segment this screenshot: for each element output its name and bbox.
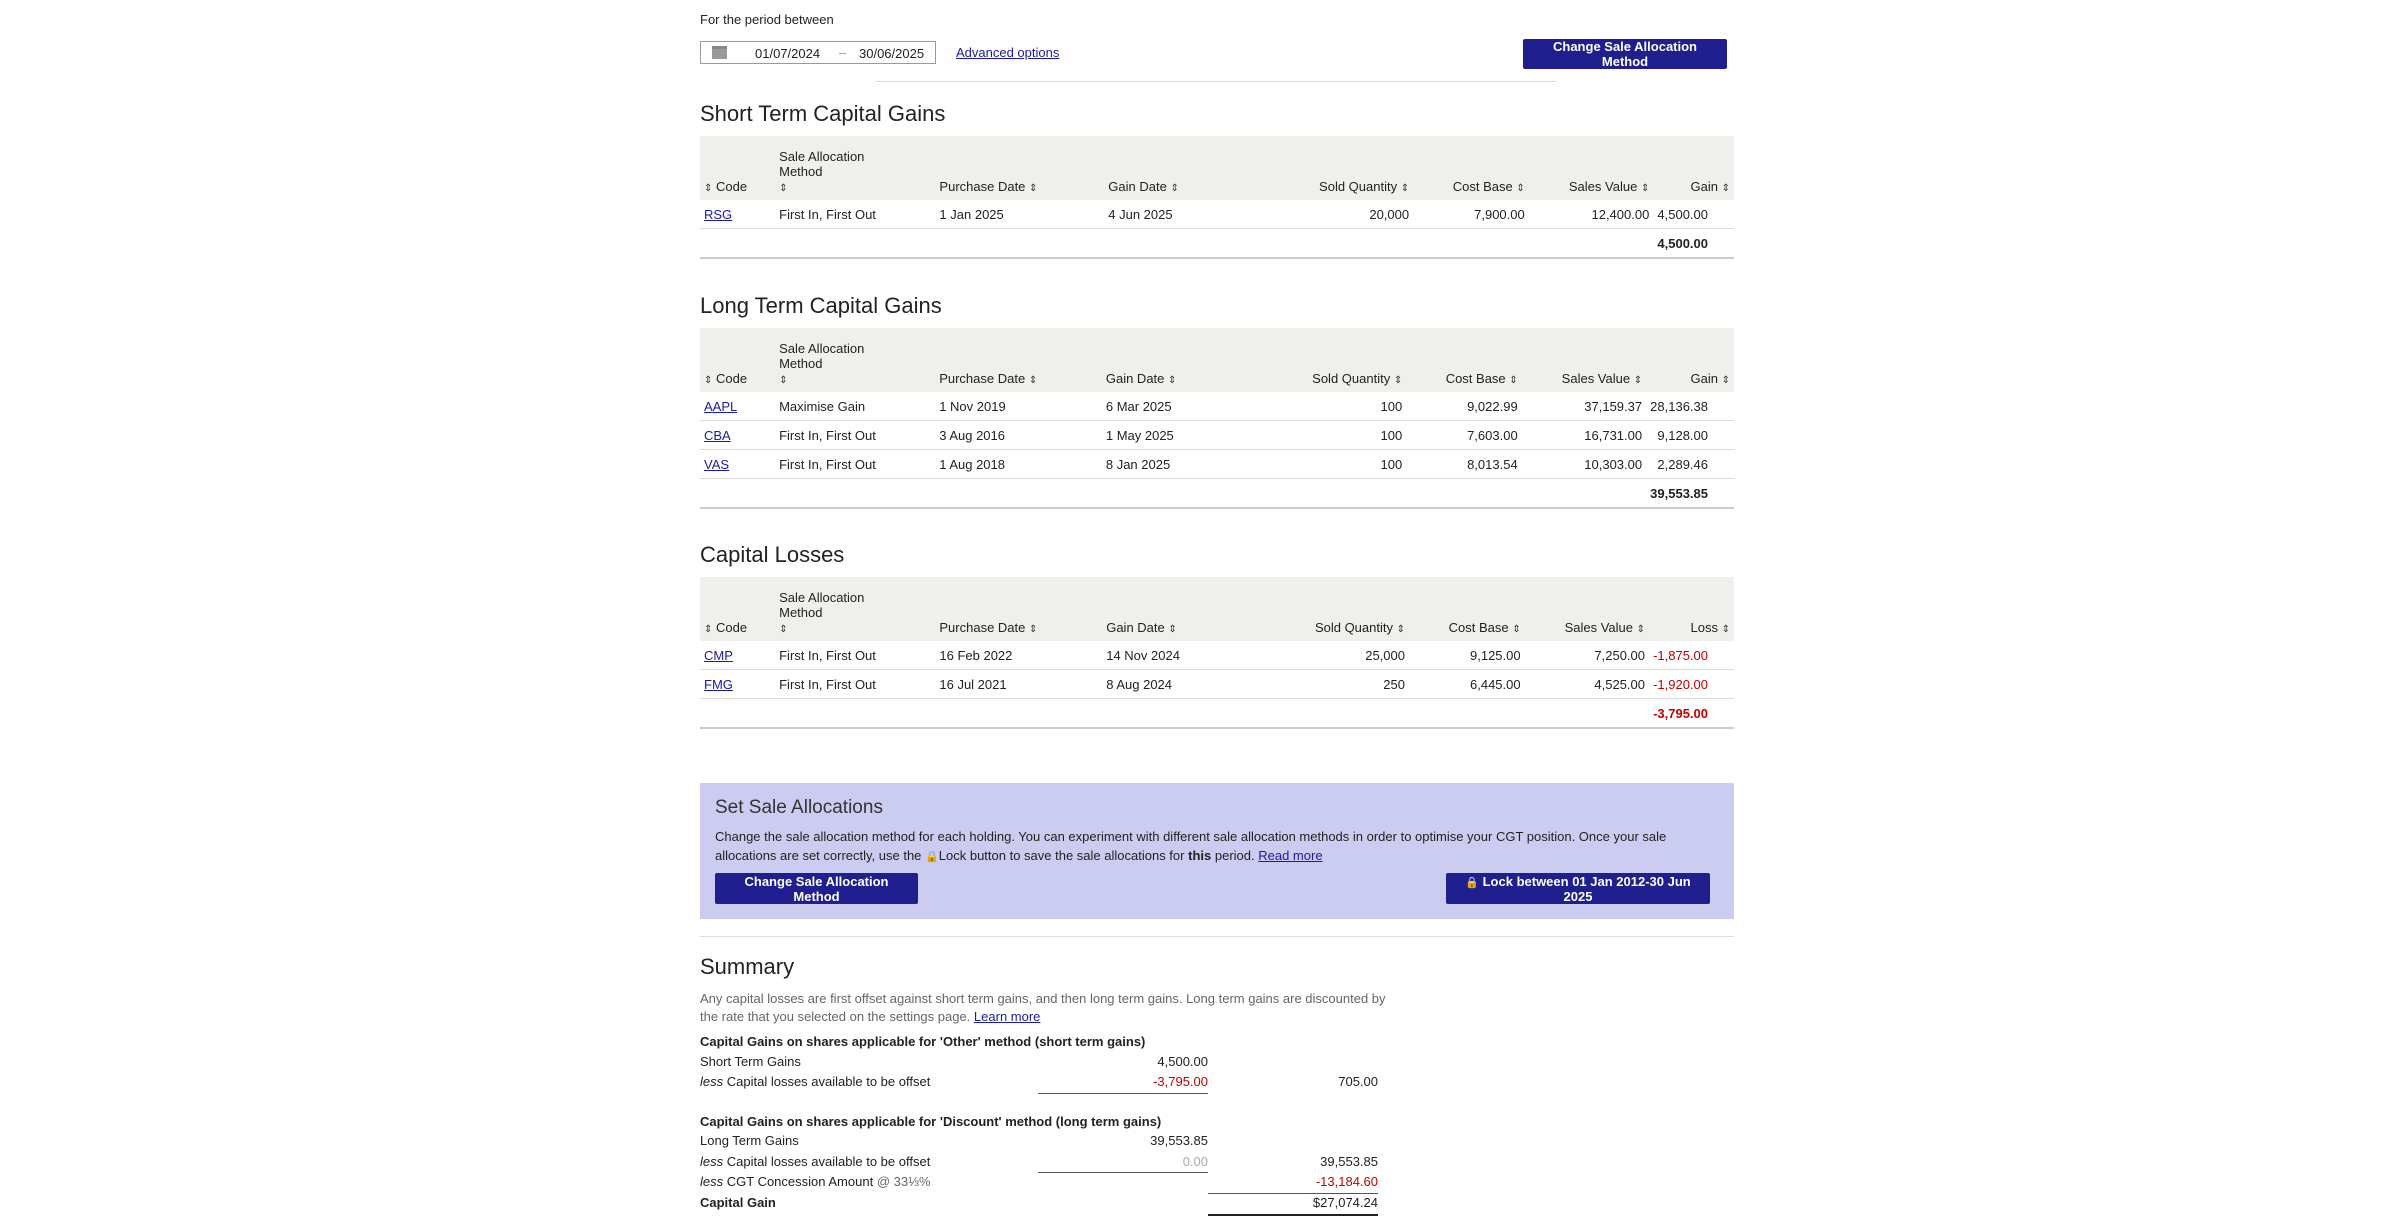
col-cost-base[interactable]: Cost Base ⇕ bbox=[1452, 179, 1525, 194]
sold-quantity-cell: 20,000 bbox=[1285, 200, 1413, 229]
sort-icon: ⇕ bbox=[704, 375, 713, 386]
underline bbox=[1208, 1193, 1378, 1194]
set-sale-allocations-panel bbox=[700, 783, 1734, 919]
method-cell: First In, First Out bbox=[775, 670, 910, 699]
sales-value-cell: 16,731.00 bbox=[1522, 421, 1646, 450]
period-label: For the period between bbox=[700, 12, 834, 27]
sort-icon: ⇕ bbox=[1633, 375, 1643, 386]
purchase-date-cell: 16 Jul 2021 bbox=[910, 670, 1086, 699]
col-purchase-date[interactable]: Purchase Date ⇕ bbox=[939, 620, 1038, 635]
capital-losses-title: Capital Losses bbox=[700, 542, 845, 567]
advanced-options-link[interactable]: Advanced options bbox=[956, 45, 1060, 60]
col-purchase-date[interactable]: Purchase Date ⇕ bbox=[939, 179, 1038, 194]
table-row bbox=[700, 641, 1734, 670]
divider bbox=[700, 936, 1734, 937]
gain-cell: 28,136.38 bbox=[1646, 392, 1734, 421]
summary-row bbox=[700, 1195, 1380, 1214]
purchase-date-cell: 16 Feb 2022 bbox=[910, 641, 1086, 670]
date-to[interactable]: 30/06/2025 bbox=[859, 46, 925, 61]
short-term-gains-value: 4,500.00 bbox=[1157, 1054, 1208, 1069]
date-separator: – bbox=[839, 45, 847, 60]
calendar-icon bbox=[712, 46, 727, 59]
sales-value-cell: 37,159.37 bbox=[1522, 392, 1646, 421]
sort-icon: ⇕ bbox=[779, 183, 788, 194]
purchase-date-cell: 1 Aug 2018 bbox=[910, 450, 1086, 479]
col-method[interactable]: Sale Allocation Method ⇕ bbox=[779, 341, 865, 386]
cost-base-cell: 7,603.00 bbox=[1406, 421, 1521, 450]
other-method-heading: Capital Gains on shares applicable for 'Other' method (short term gains) bbox=[700, 1034, 1146, 1049]
other-losses-value: -3,795.00 bbox=[1153, 1074, 1208, 1089]
sold-quantity-cell: 250 bbox=[1279, 670, 1409, 699]
cost-base-cell: 7,900.00 bbox=[1413, 200, 1529, 229]
col-sold-quantity[interactable]: Sold Quantity ⇕ bbox=[1319, 179, 1410, 194]
cost-base-cell: 9,125.00 bbox=[1409, 641, 1525, 670]
table-row bbox=[700, 450, 1734, 479]
learn-more-link[interactable]: Learn more bbox=[973, 1009, 1041, 1024]
long-term-gains-value: 39,553.85 bbox=[1150, 1133, 1208, 1148]
sort-icon: ⇕ bbox=[1721, 375, 1730, 386]
double-underline bbox=[1208, 1214, 1378, 1216]
col-sales-value[interactable]: Sales Value ⇕ bbox=[1568, 179, 1650, 194]
sales-value-cell: 4,525.00 bbox=[1525, 670, 1649, 699]
losses-offset-label: Capital losses available to be offset bbox=[726, 1154, 931, 1169]
code-link[interactable]: CMP bbox=[704, 647, 733, 663]
col-code[interactable]: ⇕ Code bbox=[704, 371, 748, 386]
method-cell: Maximise Gain bbox=[775, 392, 910, 421]
col-sold-quantity[interactable]: Sold Quantity ⇕ bbox=[1314, 620, 1405, 635]
summary-description: Any capital losses are first offset against short term gains, and then long term gains. Long term gains are discounted by the rate that you selected on the settings page. Learn more bbox=[700, 991, 1386, 1024]
col-cost-base[interactable]: Cost Base ⇕ bbox=[1445, 371, 1518, 386]
gain-date-cell: 6 Mar 2025 bbox=[1086, 392, 1278, 421]
code-link[interactable]: RSG bbox=[704, 206, 733, 222]
sort-icon: ⇕ bbox=[1400, 183, 1410, 194]
code-link[interactable]: AAPL bbox=[704, 398, 738, 414]
sort-icon: ⇕ bbox=[1509, 375, 1518, 386]
lock-icon: 🔒 bbox=[925, 851, 939, 863]
col-loss[interactable]: Loss ⇕ bbox=[1690, 620, 1730, 635]
summary-row bbox=[700, 1054, 1380, 1073]
gain-cell: 2,289.46 bbox=[1646, 450, 1734, 479]
table-header bbox=[700, 136, 1734, 200]
less-label: less bbox=[700, 1174, 724, 1189]
table-row bbox=[700, 421, 1734, 450]
purchase-date-cell: 1 Nov 2019 bbox=[910, 392, 1086, 421]
capital-gain-value: $27,074.24 bbox=[1312, 1195, 1378, 1210]
code-link[interactable]: VAS bbox=[704, 456, 730, 472]
lock-icon: 🔒 bbox=[1465, 876, 1479, 889]
sort-icon: ⇕ bbox=[1029, 624, 1038, 635]
method-cell: First In, First Out bbox=[775, 641, 910, 670]
sold-quantity-cell: 100 bbox=[1278, 392, 1406, 421]
sold-quantity-cell: 100 bbox=[1278, 450, 1406, 479]
total-row bbox=[700, 479, 1734, 509]
lock-period-button[interactable]: 🔒 Lock between 01 Jan 2012-30 Jun 2025 bbox=[1446, 873, 1710, 904]
cost-base-cell: 6,445.00 bbox=[1409, 670, 1525, 699]
capital-gain-label: Capital Gain bbox=[700, 1195, 776, 1210]
total-value: 39,553.85 bbox=[1646, 479, 1734, 509]
col-method[interactable]: Sale Allocation Method ⇕ bbox=[779, 149, 865, 194]
total-row bbox=[700, 699, 1734, 729]
gain-date-cell: 8 Aug 2024 bbox=[1086, 670, 1279, 699]
read-more-link[interactable]: Read more bbox=[1258, 848, 1323, 863]
table-row bbox=[700, 200, 1734, 229]
col-gain-date[interactable]: Gain Date ⇕ bbox=[1105, 371, 1177, 386]
long-term-title: Long Term Capital Gains bbox=[700, 293, 942, 318]
date-from[interactable]: 01/07/2024 bbox=[755, 46, 821, 61]
method-cell: First In, First Out bbox=[775, 421, 910, 450]
long-term-table bbox=[700, 328, 1734, 509]
long-term-gains-label: Long Term Gains bbox=[700, 1133, 799, 1148]
col-purchase-date[interactable]: Purchase Date ⇕ bbox=[939, 371, 1038, 386]
losses-offset-label: Capital losses available to be offset bbox=[726, 1074, 931, 1089]
table-header bbox=[700, 577, 1734, 641]
concession-value: -13,184.60 bbox=[1315, 1174, 1378, 1189]
loss-cell: -1,875.00 bbox=[1649, 641, 1734, 670]
purchase-date-cell: 1 Jan 2025 bbox=[910, 200, 1088, 229]
sort-icon: ⇕ bbox=[1168, 624, 1177, 635]
set-sale-allocations-text: Change the sale allocation method for each holding. You can experiment with different sale allocation methods in order to optimise your CGT position. Once your sale allocations are set correctly, use the 🔒Lock button to save the sale allocations for this period. Read more bbox=[715, 827, 1675, 867]
less-label: less bbox=[700, 1074, 724, 1089]
table-row bbox=[700, 670, 1734, 699]
total-value: -3,795.00 bbox=[1649, 699, 1734, 729]
sort-icon: ⇕ bbox=[1721, 183, 1730, 194]
other-net-value: 705.00 bbox=[1338, 1074, 1378, 1089]
sort-icon: ⇕ bbox=[1393, 375, 1403, 386]
method-cell: First In, First Out bbox=[775, 200, 910, 229]
sort-icon: ⇕ bbox=[1512, 624, 1521, 635]
change-sale-allocation-button[interactable]: Change Sale Allocation Method bbox=[1523, 39, 1727, 69]
sort-icon: ⇕ bbox=[1721, 624, 1730, 635]
sort-icon: ⇕ bbox=[1170, 183, 1179, 194]
sort-icon: ⇕ bbox=[1636, 624, 1645, 635]
sales-value-cell: 12,400.00 bbox=[1529, 200, 1654, 229]
code-link[interactable]: FMG bbox=[704, 676, 733, 692]
col-gain-date[interactable]: Gain Date ⇕ bbox=[1106, 620, 1177, 635]
total-row bbox=[700, 229, 1734, 259]
capital-losses-table bbox=[700, 577, 1734, 729]
sort-icon: ⇕ bbox=[1028, 375, 1038, 386]
loss-cell: -1,920.00 bbox=[1649, 670, 1734, 699]
sort-icon: ⇕ bbox=[1029, 183, 1038, 194]
short-term-gains-label: Short Term Gains bbox=[700, 1054, 801, 1069]
divider bbox=[876, 81, 1556, 82]
code-link[interactable]: CBA bbox=[704, 427, 731, 443]
change-sale-allocation-button-2[interactable]: Change Sale Allocation Method bbox=[715, 873, 918, 904]
col-code[interactable]: ⇕ Code bbox=[704, 179, 748, 194]
cost-base-cell: 9,022.99 bbox=[1406, 392, 1521, 421]
sales-value-cell: 10,303.00 bbox=[1522, 450, 1646, 479]
sort-icon: ⇕ bbox=[1396, 624, 1405, 635]
gain-date-cell: 4 Jun 2025 bbox=[1088, 200, 1285, 229]
sort-icon: ⇕ bbox=[704, 624, 713, 635]
sort-icon: ⇕ bbox=[1168, 375, 1177, 386]
concession-rate: @ 33⅓% bbox=[876, 1174, 931, 1189]
gain-cell: 9,128.00 bbox=[1646, 421, 1734, 450]
summary-title: Summary bbox=[700, 954, 795, 979]
table-row bbox=[700, 392, 1734, 421]
gain-date-cell: 8 Jan 2025 bbox=[1086, 450, 1278, 479]
set-sale-allocations-title: Set Sale Allocations bbox=[715, 797, 883, 818]
table-header bbox=[700, 328, 1734, 392]
col-sold-quantity[interactable]: Sold Quantity ⇕ bbox=[1312, 371, 1403, 386]
col-gain[interactable]: Gain ⇕ bbox=[1690, 179, 1730, 194]
purchase-date-cell: 3 Aug 2016 bbox=[910, 421, 1086, 450]
sales-value-cell: 7,250.00 bbox=[1525, 641, 1649, 670]
summary-row bbox=[700, 1133, 1380, 1152]
summary-row bbox=[700, 1074, 1380, 1093]
short-term-title: Short Term Capital Gains bbox=[700, 101, 946, 126]
date-range-picker[interactable] bbox=[700, 41, 936, 64]
col-cost-base[interactable]: Cost Base ⇕ bbox=[1448, 620, 1521, 635]
col-code[interactable]: ⇕ Code bbox=[704, 620, 748, 635]
cost-base-cell: 8,013.54 bbox=[1406, 450, 1521, 479]
col-gain-date[interactable]: Gain Date ⇕ bbox=[1108, 179, 1179, 194]
col-sales-value[interactable]: Sales Value ⇕ bbox=[1564, 620, 1645, 635]
summary-row bbox=[700, 1154, 1380, 1173]
sort-icon: ⇕ bbox=[779, 624, 788, 635]
short-term-table bbox=[700, 136, 1734, 259]
col-sales-value[interactable]: Sales Value ⇕ bbox=[1561, 371, 1643, 386]
gain-date-cell: 14 Nov 2024 bbox=[1086, 641, 1279, 670]
sort-icon: ⇕ bbox=[1516, 183, 1525, 194]
underline bbox=[1038, 1172, 1208, 1173]
total-value: 4,500.00 bbox=[1653, 229, 1734, 259]
concession-label: CGT Concession Amount bbox=[726, 1174, 874, 1189]
method-cell: First In, First Out bbox=[775, 450, 910, 479]
col-gain[interactable]: Gain ⇕ bbox=[1690, 371, 1730, 386]
sold-quantity-cell: 100 bbox=[1278, 421, 1406, 450]
discount-subtotal-value: 39,553.85 bbox=[1320, 1154, 1378, 1169]
sort-icon: ⇕ bbox=[704, 183, 713, 194]
sort-icon: ⇕ bbox=[1640, 183, 1650, 194]
col-method[interactable]: Sale Allocation Method ⇕ bbox=[779, 590, 865, 635]
gain-cell: 4,500.00 bbox=[1653, 200, 1734, 229]
less-label: less bbox=[700, 1154, 724, 1169]
sort-icon: ⇕ bbox=[779, 375, 788, 386]
underline bbox=[1038, 1093, 1208, 1094]
discount-losses-value: 0.00 bbox=[1182, 1154, 1208, 1169]
discount-method-heading: Capital Gains on shares applicable for 'Discount' method (long term gains) bbox=[700, 1114, 1162, 1129]
sold-quantity-cell: 25,000 bbox=[1279, 641, 1409, 670]
summary-row bbox=[700, 1174, 1380, 1193]
gain-date-cell: 1 May 2025 bbox=[1086, 421, 1278, 450]
